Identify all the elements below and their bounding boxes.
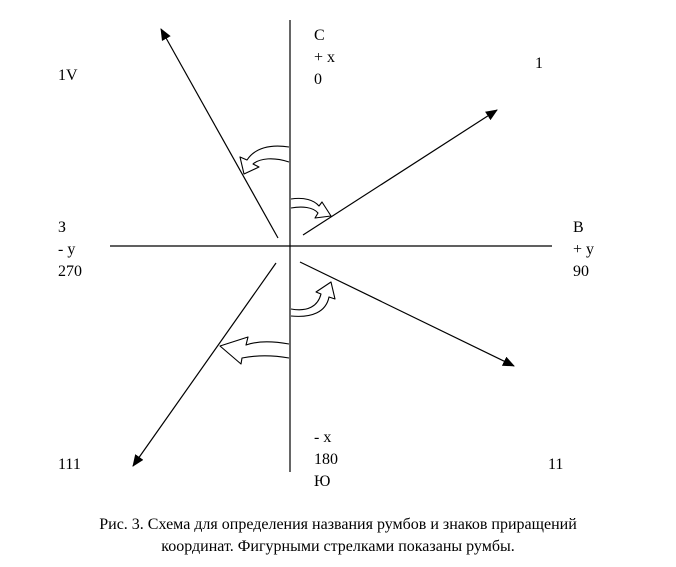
south-sign: - x bbox=[314, 429, 332, 446]
quadrant-label-q3: 111 bbox=[58, 456, 81, 473]
direction-arrow-ne bbox=[303, 110, 497, 235]
west-degrees: 270 bbox=[58, 263, 82, 280]
direction-arrow-sw bbox=[133, 263, 276, 466]
west-sign: - y bbox=[58, 241, 76, 258]
rhumb-arrow-q4-icon bbox=[240, 146, 289, 174]
quadrant-label-q4: 1V bbox=[58, 67, 78, 84]
north-degrees: 0 bbox=[314, 71, 322, 88]
south-letter: Ю bbox=[314, 473, 331, 490]
rhumb-arrow-q2-icon bbox=[291, 282, 335, 316]
rhumb-arrow-q3-icon bbox=[220, 337, 289, 364]
south-degrees: 180 bbox=[314, 451, 338, 468]
figure-caption bbox=[0, 514, 676, 558]
north-sign: + x bbox=[314, 49, 336, 66]
north-letter: С bbox=[314, 27, 325, 44]
east-letter: В bbox=[573, 219, 584, 236]
east-degrees: 90 bbox=[573, 263, 589, 280]
direction-arrow-nw bbox=[161, 29, 278, 238]
caption-line-2: координат. Фигурными стрелками показаны румбы. bbox=[161, 538, 515, 555]
rhumb-arrow-q1-icon bbox=[291, 198, 331, 218]
caption-line-1: Рис. 3. Схема для определения названия румбов и знаков приращений bbox=[99, 516, 577, 533]
east-sign: + y bbox=[573, 241, 595, 258]
west-letter: З bbox=[58, 219, 67, 236]
quadrant-label-q2: 11 bbox=[548, 456, 564, 473]
quadrant-label-q1: 1 bbox=[535, 55, 543, 72]
direction-arrow-se bbox=[300, 262, 514, 366]
